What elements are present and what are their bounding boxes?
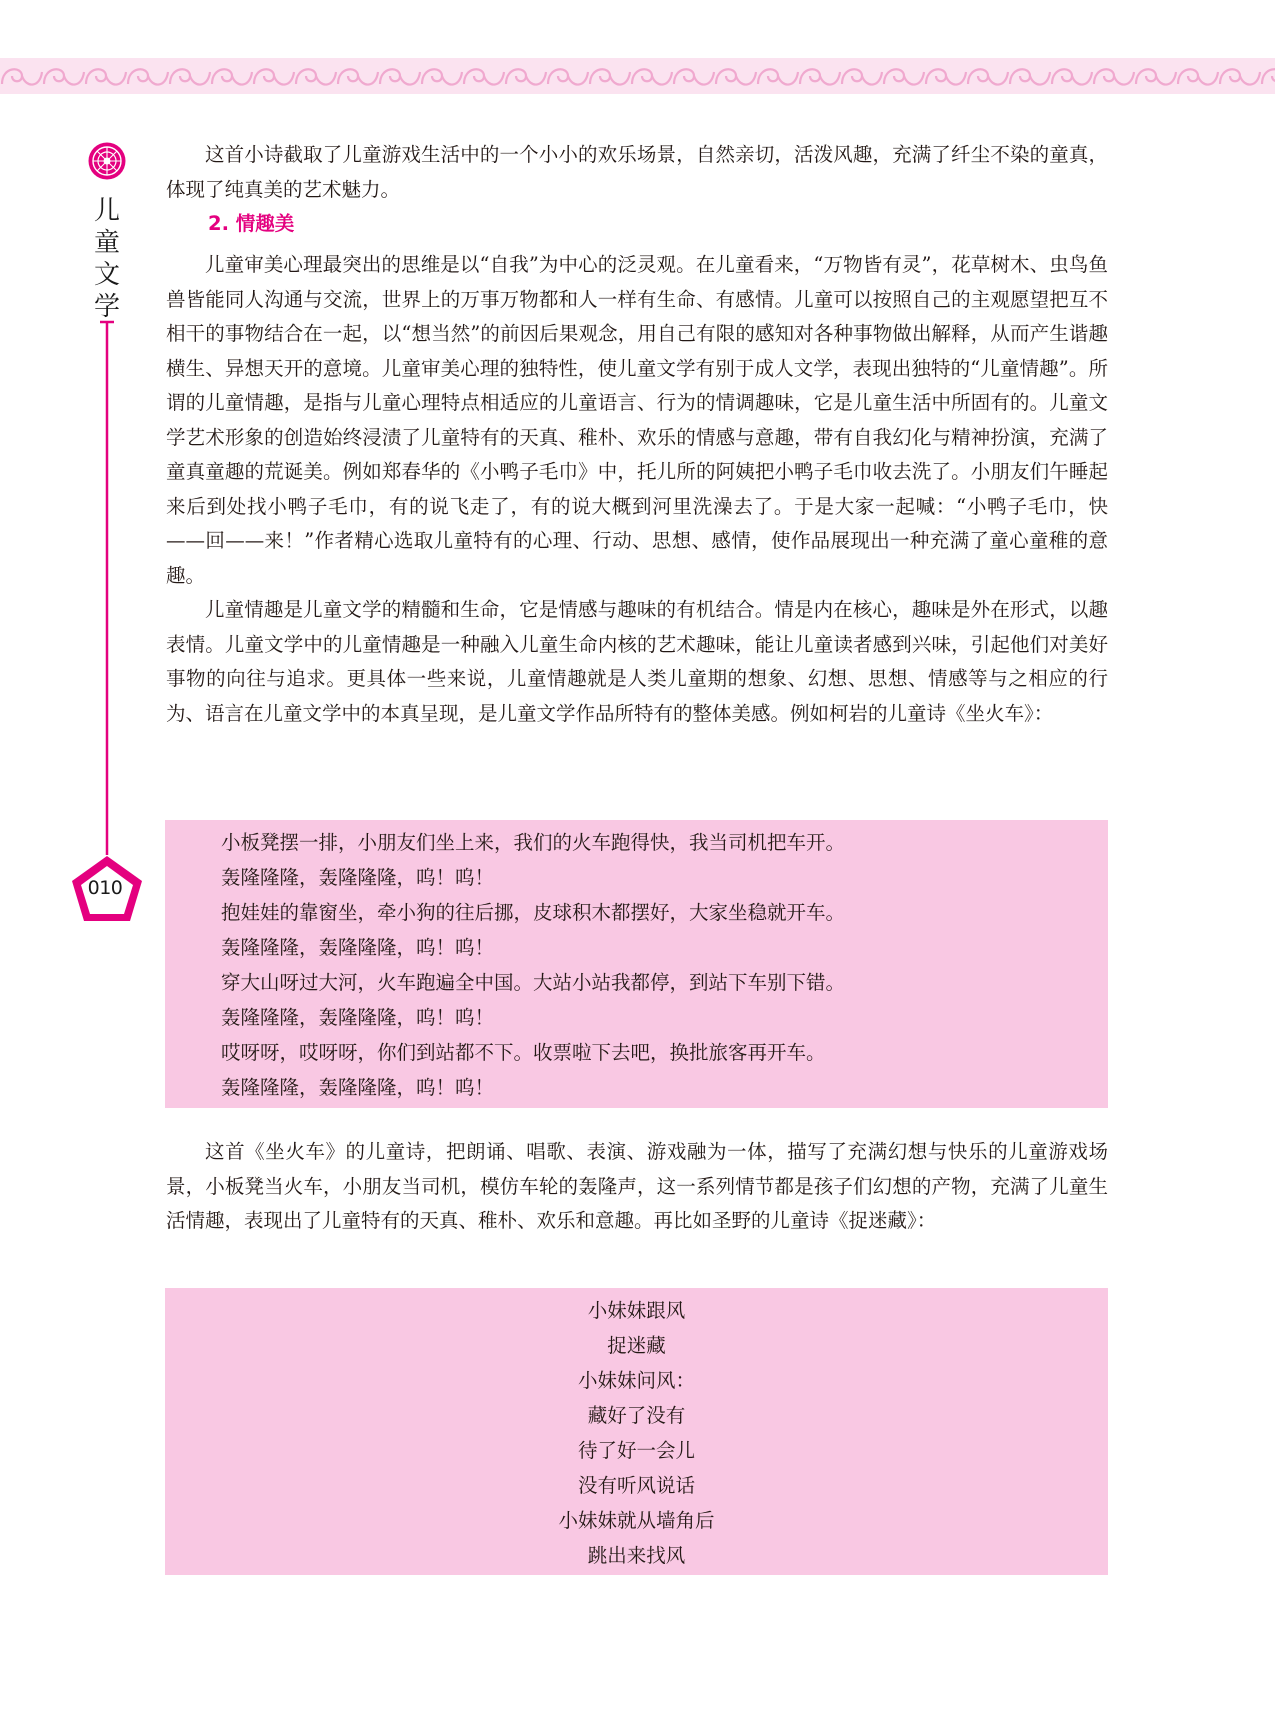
paragraph-1: 儿童审美心理最突出的思维是以“自我”为中心的泛灵观。在儿童看来，“万物皆有灵”，花草树木、虫鸟鱼兽皆能同人沟通与交流，世界上的万事万物都和人一样有生命、有感情。儿童可以按照自己的主观愿望把互不相干的事物结合在一起，以“想当然”的前因后果观念，用自己有限的感知对各种事物做出解释，从而产生谐趣横生、异想天开的意境。儿童审美心理的独特性，使儿童文学有别于成人文学，表现出独特的“儿童情趣”。所谓的儿童情趣，是指与儿童心理特点相适应的儿童语言、行为的情调趣味，它是儿童生活中所固有的。儿童文学艺术形象的创造始终浸渍了儿童特有的天真、稚朴、欢乐的情感与意趣，带有自我幻化与精神扮演，充满了童真童趣的荒诞美。例如郑春华的《小鸭子毛巾》中，托儿所的阿姨把小鸭子毛巾收去洗了。小朋友们午睡起来后到处找小鸭子毛巾，有的说飞走了，有的说大概到河里洗澡去了。于是大家一起喊：“小鸭子毛巾，快——回——来！”作者精心选取儿童特有的心理、行动、思想、感情，使作品展现出一种充满了童心童稚的意趣。 — [166, 253, 1108, 587]
poem-box-zhuomicang — [165, 1288, 1108, 1575]
poem1-line: 轰隆隆隆，轰隆隆隆，呜！呜！ — [221, 936, 495, 959]
paragraph-2: 儿童情趣是儿童文学的精髓和生命，它是情感与趣味的有机结合。情是内在核心，趣味是外在形式，以趣表情。儿童文学中的儿童情趣是一种融入儿童生命内核的艺术趣味，能让儿童读者感到兴味，引起他们对美好事物的向往与追求。更具体一些来说，儿童情趣就是人类儿童期的想象、幻想、思想、情感等与之相应的行为、语言在儿童文学中的本真呈现，是儿童文学作品所特有的整体美感。例如柯岩的儿童诗《坐火车》： — [166, 598, 1108, 725]
poem2-line: 没有听风说话 — [577, 1474, 695, 1497]
after-poem1-text: 这首《坐火车》的儿童诗，把朗诵、唱歌、表演、游戏融为一体，描写了充满幻想与快乐的儿童游戏场景，小板凳当火车，小朋友当司机，模仿车轮的轰隆声，这一系列情节都是孩子们幻想的产物，充满了儿童生活情趣，表现出了儿童特有的天真、稚朴、欢乐和意趣。再比如圣野的儿童诗《捉迷藏》： — [166, 1140, 1108, 1232]
page-number: 010 — [87, 877, 123, 899]
intro-text: 这首小诗截取了儿童游戏生活中的一个小小的欢乐场景，自然亲切，活泼风趣，充满了纤尘不染的童真，体现了纯真美的艺术魅力。 — [166, 143, 1108, 201]
poem1-line: 穿大山呀过大河，火车跑遍全中国。大站小站我都停，到站下车别下错。 — [221, 971, 846, 994]
rosette-icon — [88, 142, 126, 180]
poem2-line: 跳出来找风 — [587, 1544, 686, 1567]
decorative-top-border — [0, 58, 1275, 94]
poem1-line: 轰隆隆隆，轰隆隆隆，呜！呜！ — [221, 1006, 495, 1029]
poem2-line: 捉迷藏 — [607, 1334, 666, 1357]
poem1-line: 小板凳摆一排，小朋友们坐上来，我们的火车跑得快，我当司机把车开。 — [221, 831, 846, 854]
poem1-line: 哎呀呀，哎呀呀，你们到站都不下。收票啦下去吧，换批旅客再开车。 — [221, 1041, 826, 1064]
poem-box-zuohuoche — [165, 820, 1108, 1108]
book-title-vertical: 儿童文学 — [93, 196, 120, 322]
poem1-line: 轰隆隆隆，轰隆隆隆，呜！呜！ — [221, 1076, 495, 1099]
poem1-line: 轰隆隆隆，轰隆隆隆，呜！呜！ — [221, 866, 495, 889]
poem2-line: 藏好了没有 — [587, 1404, 686, 1427]
intro-paragraph — [166, 138, 1108, 207]
poem2-line: 小妹妹就从墙角后 — [558, 1509, 715, 1532]
after-poem1-paragraph — [166, 1135, 1108, 1239]
side-decoration — [70, 135, 160, 935]
section-body — [166, 248, 1108, 731]
poem2-line: 小妹妹问风： — [577, 1369, 695, 1392]
poem2-line: 待了好一会儿 — [577, 1439, 695, 1462]
section-heading: 2. 情趣美 — [208, 212, 295, 235]
poem1-line: 抱娃娃的靠窗坐，牵小狗的往后挪，皮球积木都摆好，大家坐稳就开车。 — [221, 901, 846, 924]
poem2-line: 小妹妹跟风 — [587, 1299, 686, 1322]
